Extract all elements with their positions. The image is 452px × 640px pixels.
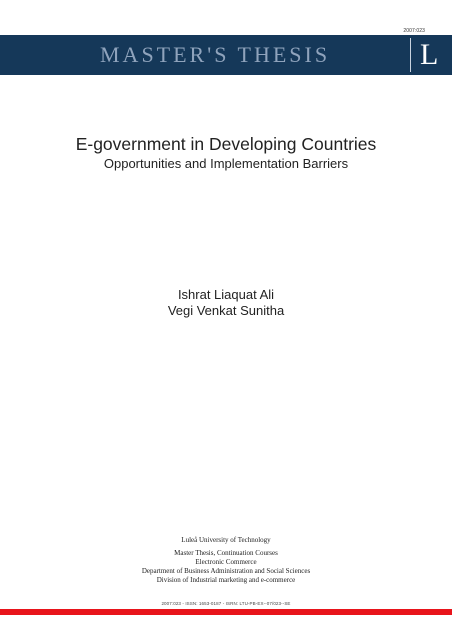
university-logo: L [420, 38, 439, 71]
author-name: Vegi Venkat Sunitha [167, 303, 285, 318]
course-type: Master Thesis, Continuation Courses [174, 549, 278, 557]
thesis-details [0, 549, 452, 585]
university-name: Luleå University of Technology [181, 536, 271, 544]
banner-divider [410, 38, 411, 72]
footer-bar [0, 609, 452, 615]
division-name: Division of Industrial marketing and e-commerce [156, 576, 296, 584]
report-number: 2007:023 [403, 28, 425, 34]
footer-code: 2007:023 - ISSN: 1653-0187 - ISRN: LTU-PB-EX--07/023--SE [161, 601, 291, 606]
author-name: Ishrat Liaquat Ali [177, 287, 275, 302]
masters-thesis-banner [0, 35, 452, 75]
banner-title: MASTER'S THESIS [100, 42, 331, 67]
department-name: Department of Business Administration and Social Sciences [141, 567, 311, 575]
thesis-title: E-government in Developing Countries [75, 134, 377, 154]
program-name: Electronic Commerce [195, 558, 257, 566]
thesis-subtitle: Opportunities and Implementation Barriers [103, 156, 349, 171]
